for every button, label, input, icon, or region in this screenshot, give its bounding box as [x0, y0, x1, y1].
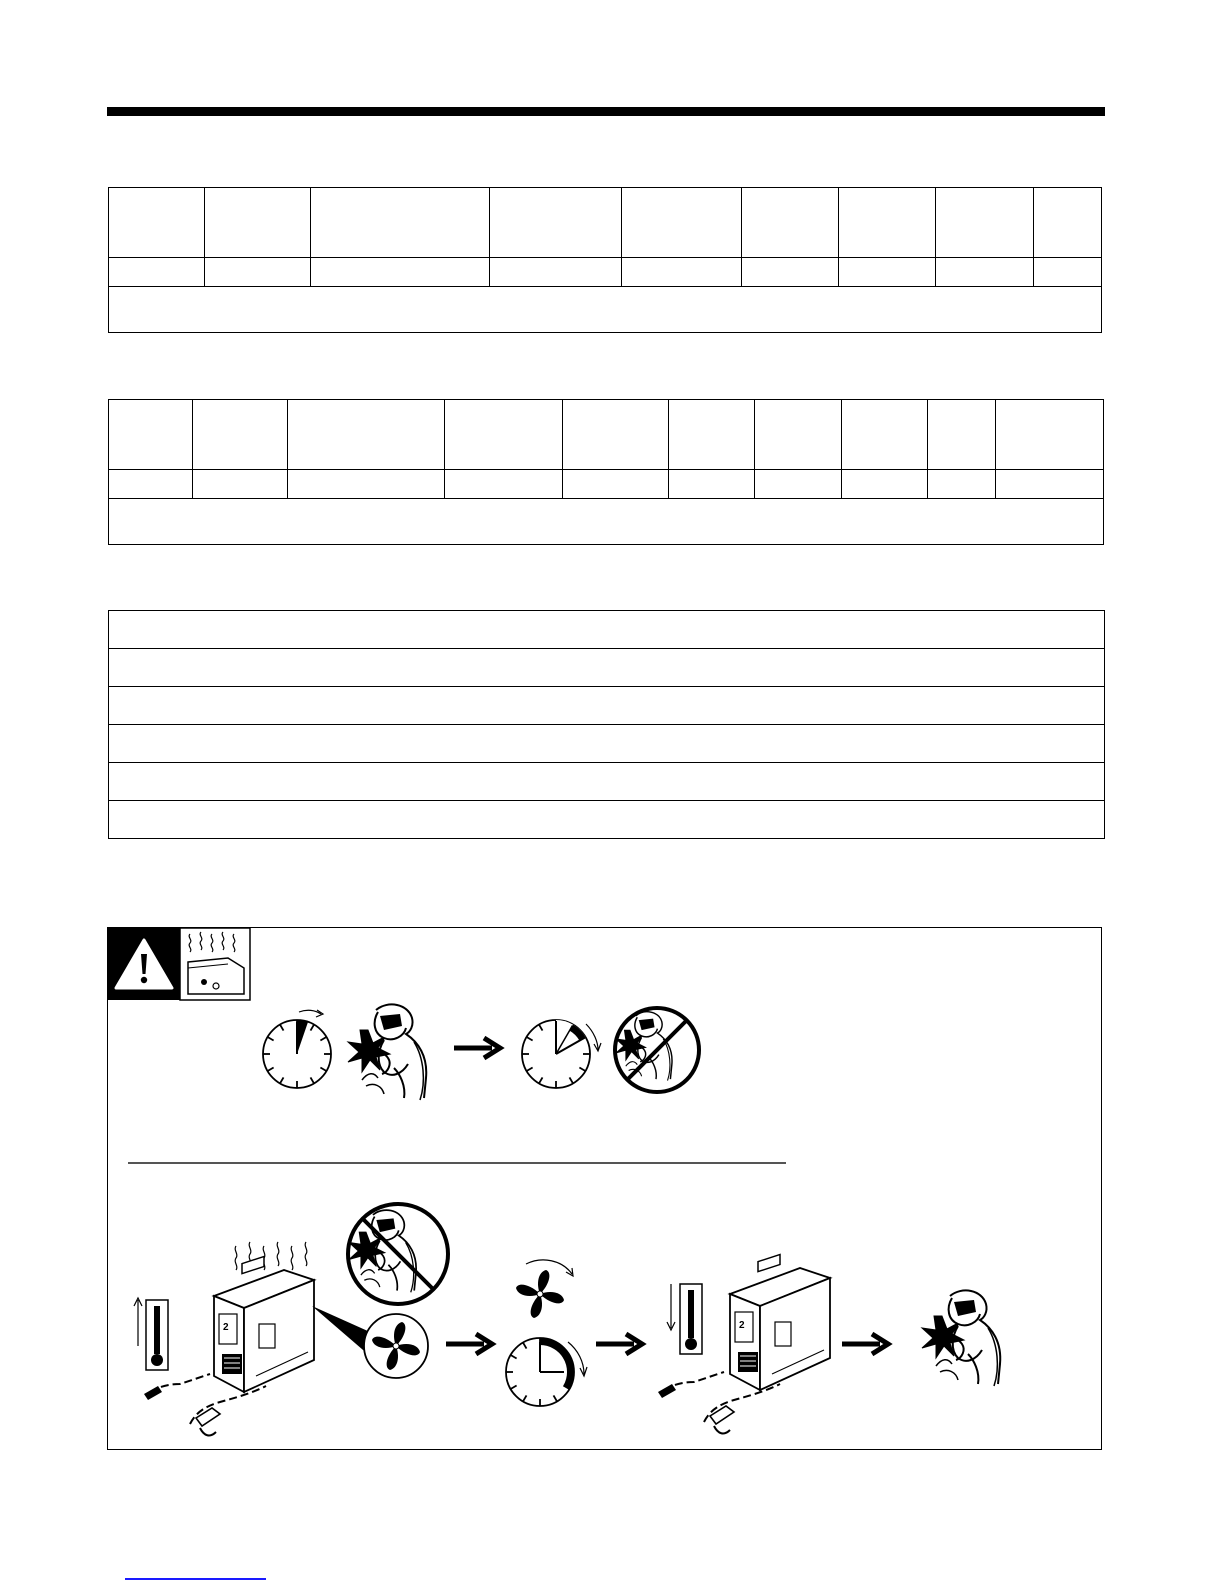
arrow-right-icon: [446, 1334, 492, 1354]
duty-cycle-sequence: [263, 1004, 699, 1100]
overheat-sequence: [134, 1204, 1000, 1435]
table-header-row: [109, 188, 1102, 258]
spec-table-1: [108, 187, 1102, 333]
table-row: [109, 763, 1105, 801]
table-note-row: [109, 287, 1102, 333]
no-welding-icon: [348, 1204, 448, 1304]
hot-unit-icon: [180, 928, 250, 1000]
arrow-right-icon: [596, 1334, 642, 1354]
callout-wedge: [312, 1306, 370, 1356]
arrow-right-icon: [454, 1038, 500, 1058]
arrow-right-icon: [842, 1334, 888, 1354]
welding-machine-icon: [730, 1255, 830, 1390]
table-row: [109, 611, 1105, 649]
top-rule: [107, 107, 1105, 116]
fan-icon: [516, 1260, 573, 1318]
table-row: [109, 258, 1102, 287]
table-row: [109, 725, 1105, 763]
table-row: [109, 687, 1105, 725]
welder-icon: [922, 1290, 1000, 1386]
thermometer-icon: [667, 1284, 702, 1354]
spec-table-2: [108, 399, 1104, 545]
welder-icon: [348, 1004, 426, 1100]
warning-header: [108, 928, 250, 1000]
table-row: [109, 470, 1104, 499]
thermometer-icon: [134, 1298, 168, 1370]
no-welding-icon: [615, 1008, 699, 1092]
table-row: [109, 649, 1105, 687]
clock-icon: [263, 1010, 331, 1088]
table-header-row: [109, 400, 1104, 470]
duty-cycle-illustration: [108, 928, 1103, 1451]
footer-link-underline[interactable]: [125, 1578, 266, 1580]
table-note-row: [109, 499, 1104, 545]
clock-icon: [506, 1338, 587, 1406]
spec-table-3: [108, 610, 1105, 839]
clock-icon: [522, 1020, 601, 1088]
welding-machine-icon: [214, 1257, 314, 1392]
duty-cycle-warning-panel: [107, 927, 1102, 1450]
fan-icon: [364, 1314, 428, 1378]
table-row: [109, 801, 1105, 839]
